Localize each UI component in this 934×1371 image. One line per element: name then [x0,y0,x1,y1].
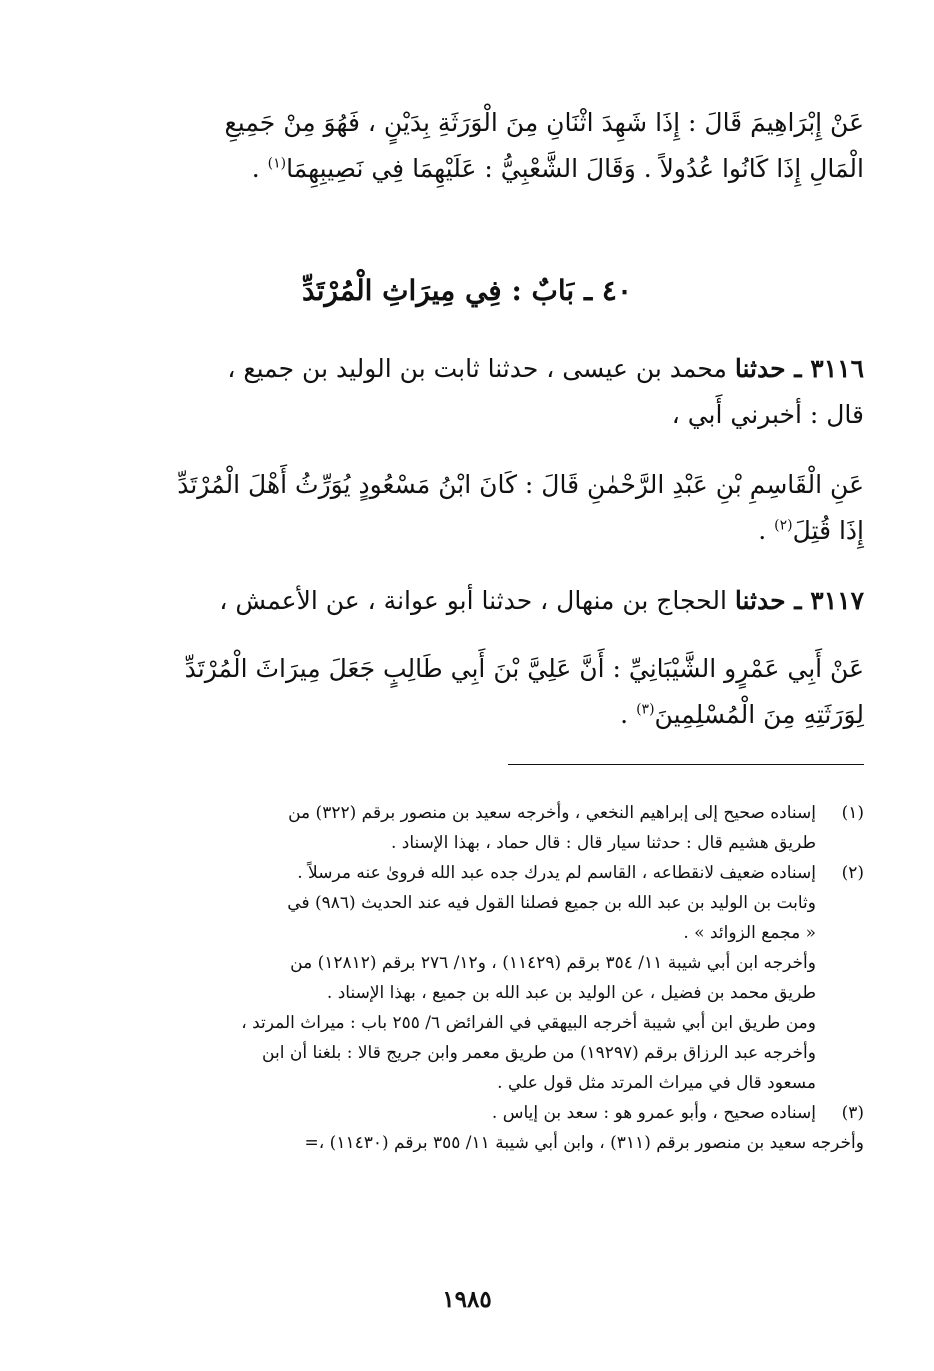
matn-text: لِوَرَثَتِهِ مِنَ الْمُسْلِمِينَ [654,700,864,729]
hadith-number: ٣١١٦ ـ حدثنا [734,354,864,383]
hadith-3117-matn [70,646,864,738]
footnote-2 [70,858,864,1098]
chapter-title: بَابٌ : فِي مِيرَاثِ الْمُرْتَدِّ [302,274,575,307]
isnad-text: قال : أخبرني أَبي ، [671,400,864,429]
footnote-number: (٢) [841,863,864,883]
footnote-separator [508,764,864,765]
hadith-3116-matn [70,462,864,554]
footnote-line: إسناده ضعيف لانقطاعه ، القاسم لم يدرك جده عبد الله فروىٰ عنه مرسلاً . [297,863,816,883]
footnote-line: وأخرجه سعيد بن منصور برقم (٣١١) ، وابن أبي شيبة ١١/ ٣٥٥ برقم (١١٤٣٠) ،= [304,1133,864,1153]
chapter-heading [70,268,864,314]
footnote-line: وأخرجه ابن أبي شيبة ١١/ ٣٥٤ برقم (١١٤٢٩) ، و١٢/ ٢٧٦ برقم (١٢٨١٢) من [290,953,816,973]
footnote-body [70,1128,864,1158]
matn-text: إِذَا قُتِلَ [792,516,864,545]
footnote-body [70,858,816,1098]
continued-paragraph [70,100,864,192]
footnote-line: وأخرجه عبد الرزاق برقم (١٩٢٩٧) من طريق معمر وابن جريج قالا : بلغنا أن ابن [262,1043,816,1063]
isnad-text: الحجاج بن منهال ، حدثنا أبو عوانة ، عن الأعمش ، [219,586,727,615]
footnote-line: مسعود قال في ميراث المرتد مثل قول علي . [497,1073,816,1093]
footnote-line: ومن طريق ابن أبي شيبة أخرجه البيهقي في الفرائض ٦/ ٢٥٥ باب : ميراث المرتد ، [241,1013,816,1033]
footnote-line: إسناده صحيح إلى إبراهيم النخعي ، وأخرجه سعيد بن منصور برقم (٣٢٢) من [288,803,816,823]
footnote-line: طريق هشيم قال : حدثنا سيار قال : قال حماد ، بهذا الإسناد . [390,833,816,853]
footnote-body [70,1098,816,1128]
footnote-line: وثابت بن الوليد بن عبد الله بن جميع فصلنا القول فيه عند الحديث (٩٨٦) في [287,893,816,913]
matn-text: عَنْ أَبِي عَمْرٍو الشَّيْبَانِيِّ : أَنَّ عَلِيَّ بْنَ أَبِي طَالِبٍ جَعَلَ مِيرَاثَ الْمُرْتَدِّ [184,654,864,683]
footnote-number: (١) [841,803,864,823]
footnote-marker[interactable]: (١) [267,155,287,172]
footnote-line: طريق محمد بن فضيل ، عن الوليد بن عبد الله بن جميع ، بهذا الإسناد . [326,983,816,1003]
text-line: عَنْ إِبْرَاهِيمَ قَالَ : إِذَا شَهِدَ اثْنَانِ مِنَ الْوَرَثَةِ بِدَيْنٍ ، فَهُوَ مِنْ جَمِيعِ [224,108,864,137]
footnote-line: « مجمع الزوائد » . [683,923,816,943]
footnote-number: (٣) [841,1103,864,1123]
footnote-marker[interactable]: (٢) [774,517,793,534]
hadith-3116-isnad [70,346,864,438]
footnote-line: إسناده صحيح ، وأبو عمرو هو : سعد بن إياس . [491,1103,816,1123]
footnote-1 [70,798,864,858]
text-line: الْمَالِ إِذَا كَانُوا عُدُولاً . وَقَالَ الشَّعْبِيُّ : عَلَيْهِمَا فِي نَصِيبِهِمَا [286,154,864,183]
chapter-number: ٤٠ ـ [583,274,632,307]
text-end: . [758,516,775,545]
matn-text: عَنِ الْقَاسِمِ بْنِ عَبْدِ الرَّحْمٰنِ قَالَ : كَانَ ابْنُ مَسْعُودٍ يُوَرِّثُ أَهْلَ الْمُرْتَدِّ [177,470,864,499]
text-end: . [251,154,268,183]
isnad-text: محمد بن عيسى ، حدثنا ثابت بن الوليد بن جميع ، [227,354,727,383]
text-end: . [620,700,637,729]
footnote-3 [70,1098,864,1128]
page-number: ١٩٨٥ [442,1286,492,1313]
footnotes-section [70,798,864,1158]
hadith-3117-isnad [70,578,864,624]
footnote-marker[interactable]: (٣) [636,701,655,718]
footnote-body [70,798,816,858]
hadith-number: ٣١١٧ ـ حدثنا [734,586,864,615]
footnote-3-continued [70,1128,864,1158]
